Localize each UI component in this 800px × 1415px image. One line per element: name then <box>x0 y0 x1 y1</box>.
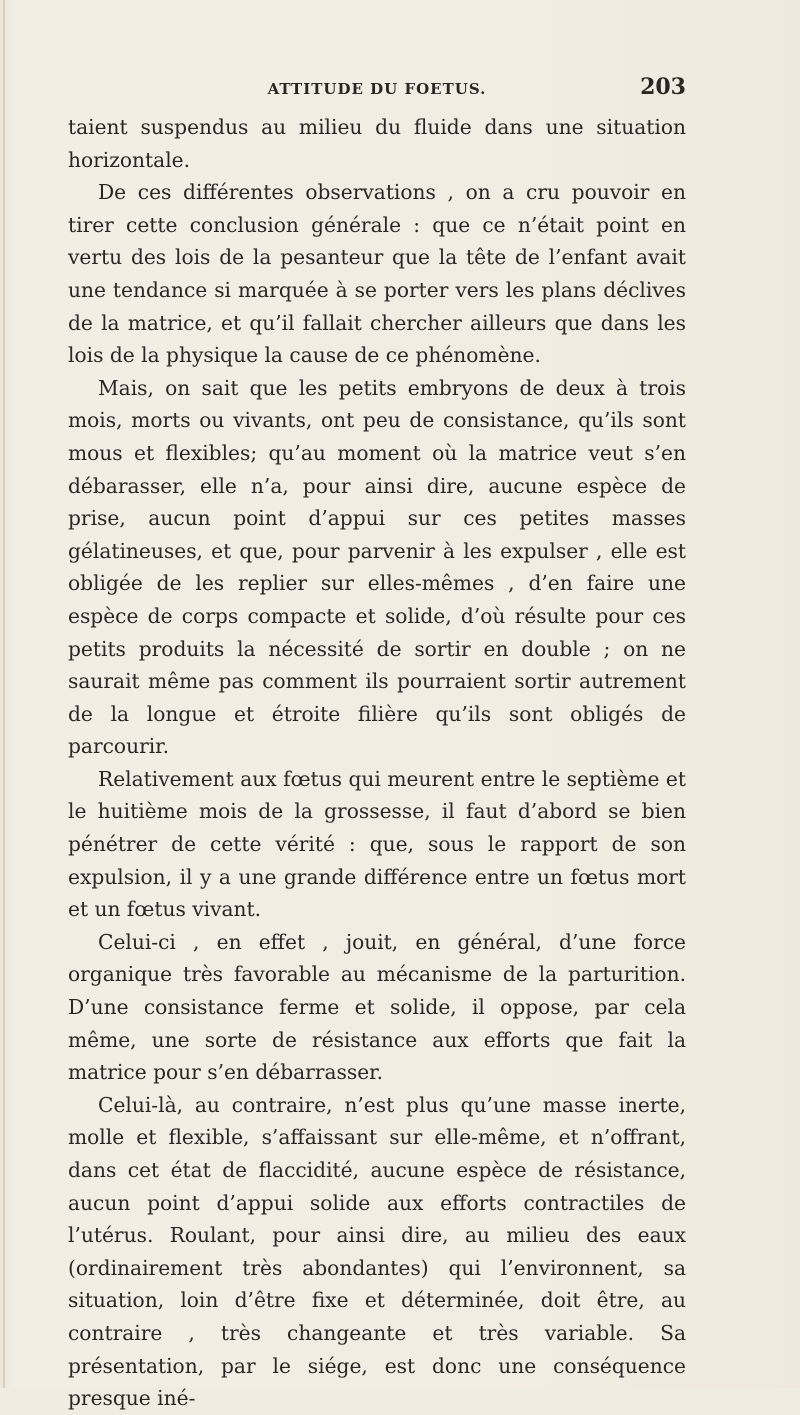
paragraph: Mais, on sait que les petits embryons de deux à trois mois, morts ou vivants, ont peu de consistance, qu’ils sont mous et flexibles; qu’au moment où la matrice veut s’en débarasser, elle n’a, pour ainsi dire, aucune espèce de prise, aucun point d’appui sur ces petites masses gélatineuses, et que, pour parvenir à les expulser , elle est obligée de les replier sur elles-mêmes , d’en faire une espèce de corps compacte et solide, d’où résulte pour ces petits produits la nécessité de sortir en double ; on ne saurait même pas comment ils pourraient sortir autrement de la longue et étroite filière qu’ils sont obligés de parcourir. <box>68 375 686 759</box>
page-number: 203 <box>640 74 686 100</box>
body-text <box>68 111 686 1415</box>
paragraph: Relativement aux fœtus qui meurent entre le septième et le huitième mois de la grossesse, il faut d’abord se bien pénétrer de cette vérité : que, sous le rapport de son expulsion, il y a une grande différence entre un fœtus mort et un fœtus vivant. <box>68 766 686 922</box>
paragraph: Celui-ci , en effet , jouit, en général, d’une force organique très favorable au mécanisme de la parturition. D’une consistance ferme et solide, il oppose, par cela même, une sorte de résistance aux efforts que fait la matrice pour s’en débarrasser. <box>68 929 686 1085</box>
page-header <box>68 74 686 104</box>
binding-gutter <box>3 0 5 1388</box>
paragraph: Celui-là, au contraire, n’est plus qu’une masse inerte, molle et flexible, s’affaissant sur elle-même, et n’offrant, dans cet état de flaccidité, aucune espèce de résistance, aucun point d’appui solide aux efforts contractiles de l’utérus. Roulant, pour ainsi dire, au milieu des eaux (ordinairement très abondantes) qui l’environnent, sa situation, loin d’être fixe et déterminée, doit être, au contraire , très changeante et très variable. Sa présentation, par le siége, est donc une conséquence presque iné- <box>68 1092 686 1411</box>
paragraph-continuation: taient suspendus au milieu du fluide dans une situation horizontale. <box>68 115 686 172</box>
running-head: ATTITUDE DU FOETUS. <box>267 80 487 98</box>
paragraph: De ces différentes observations , on a cru pouvoir en tirer cette conclusion générale : que ce n’était point en vertu des lois de la pesanteur que la tête de l’enfant avait une tendance si marquée à se porter vers les plans déclives de la matrice, et qu’il fallait chercher ailleurs que dans les lois de la physique la cause de ce phénomène. <box>68 180 686 368</box>
